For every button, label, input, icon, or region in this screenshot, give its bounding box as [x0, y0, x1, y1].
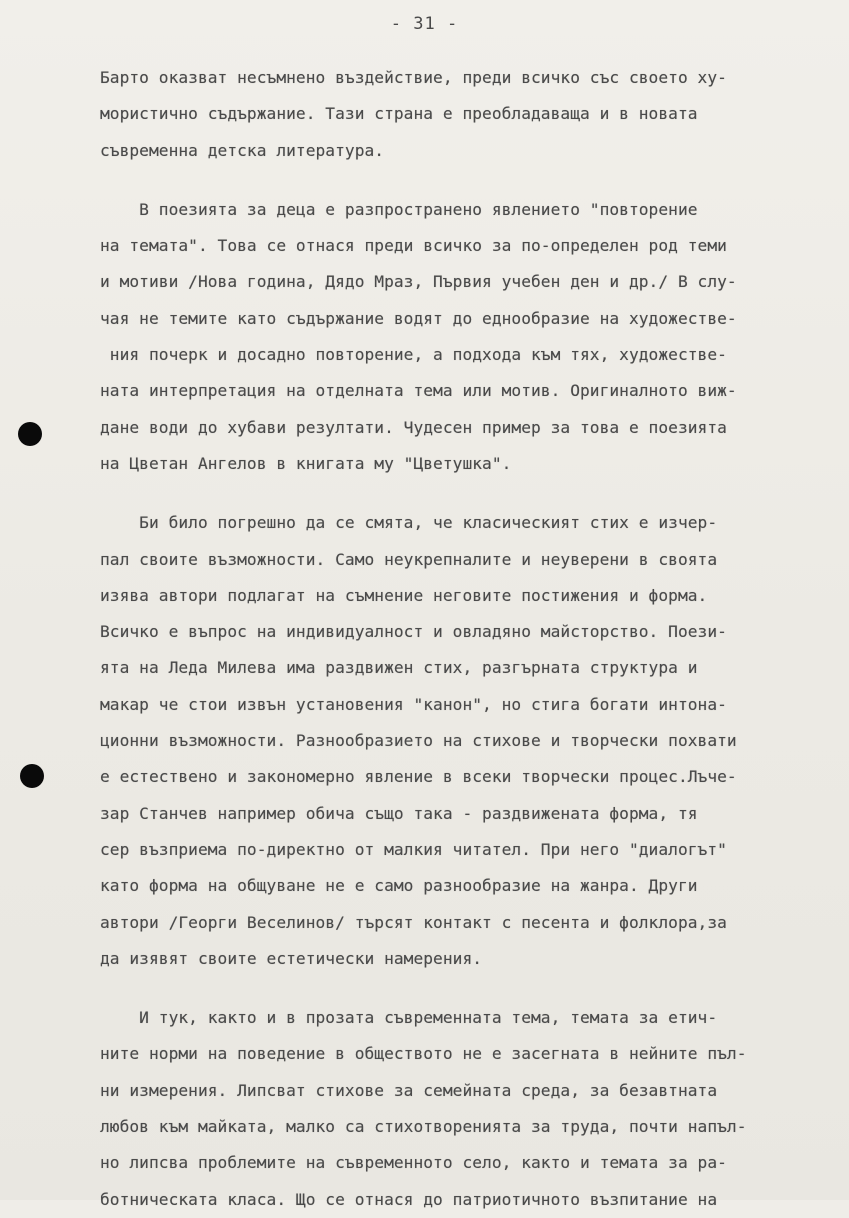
text-line: ни измерения. Липсват стихове за семейната среда, за безавтната: [100, 1080, 718, 1100]
text-line: ята на Леда Милева има раздвижен стих, разгърната структура и: [100, 658, 698, 678]
text-line: да изявят своите естетически намерения.: [100, 948, 483, 968]
text-line: ната интерпретация на отделната тема или мотив. Оригиналното виж-: [100, 381, 737, 401]
text-line: Би било погрешно да се смята, че класическият стих е изчер-: [100, 513, 718, 533]
text-line: Всичко е въпрос на индивидуалност и овладяно майсторство. Поези-: [100, 622, 727, 642]
text-line: ционни възможности. Разнообразието на стихове и творчески похвати: [100, 731, 737, 751]
text-line: чая не темите като съдържание водят до еднообразие на художестве-: [100, 308, 737, 328]
punch-hole: [18, 422, 42, 446]
text-line: изява автори подлагат на съмнение неговите постижения и форма.: [100, 585, 708, 605]
punch-hole: [20, 764, 44, 788]
text-line: В поезията за деца е разпространено явлението "повторение: [100, 199, 698, 219]
text-line: Барто оказват несъмнено въздействие, преди всичко със своето ху-: [100, 68, 727, 87]
text-line: макар че стои извън установения "канон", но стига богати интона-: [100, 694, 727, 714]
text-line: и мотиви /Нова година, Дядо Мраз, Първия учебен ден и др./ В слу-: [100, 272, 737, 292]
text-line: но липсва проблемите на съвременното село, както и темата за ра-: [100, 1153, 727, 1173]
paragraph: [100, 192, 835, 482]
text-line: дане води до хубави резултати. Чудесен пример за това е поезията: [100, 417, 727, 437]
page-number: - 31 -: [390, 14, 459, 34]
text-line: сер възприема по-директно от малкия читател. При него "диалогът": [100, 839, 727, 859]
text-line: е естествено и закономерно явление в всеки творчески процес.Лъче-: [100, 767, 737, 787]
body-text: [100, 60, 835, 1218]
text-line: зар Станчев например обича също така - раздвижената форма, тя: [100, 803, 698, 823]
text-line: И тук, както и в прозата съвременната тема, темата за етич-: [100, 1008, 718, 1028]
text-line: пал своите възможности. Само неукрепналите и неуверени в своята: [100, 549, 718, 569]
text-line: мористично съдържание. Тази страна е преобладаваща и в новата: [100, 104, 698, 124]
paragraph: [100, 60, 835, 169]
text-line: любов към майката, малко са стихотворенията за труда, почти напъл-: [100, 1117, 747, 1137]
text-line: автори /Георги Веселинов/ търсят контакт с песента и фолклора,за: [100, 912, 727, 932]
text-line: на Цветан Ангелов в книгата му "Цветушка".: [100, 453, 512, 473]
text-line: ния почерк и досадно повторение, а подхода към тях, художестве-: [100, 345, 727, 365]
paragraph: [100, 1000, 835, 1218]
text-line: ните норми на поведение в обществото не е засегната в нейните пъл-: [100, 1044, 747, 1064]
text-line: като форма на общуване не е само разнообразие на жанра. Други: [100, 876, 698, 896]
text-line: съвременна детска литература.: [100, 140, 385, 160]
paragraph: [100, 505, 835, 977]
text-line: на темата". Това се отнася преди всичко за по-определен род теми: [100, 236, 727, 256]
text-line: ботническата класа. Що се отнася до патриотичното възпитание на: [100, 1189, 718, 1209]
